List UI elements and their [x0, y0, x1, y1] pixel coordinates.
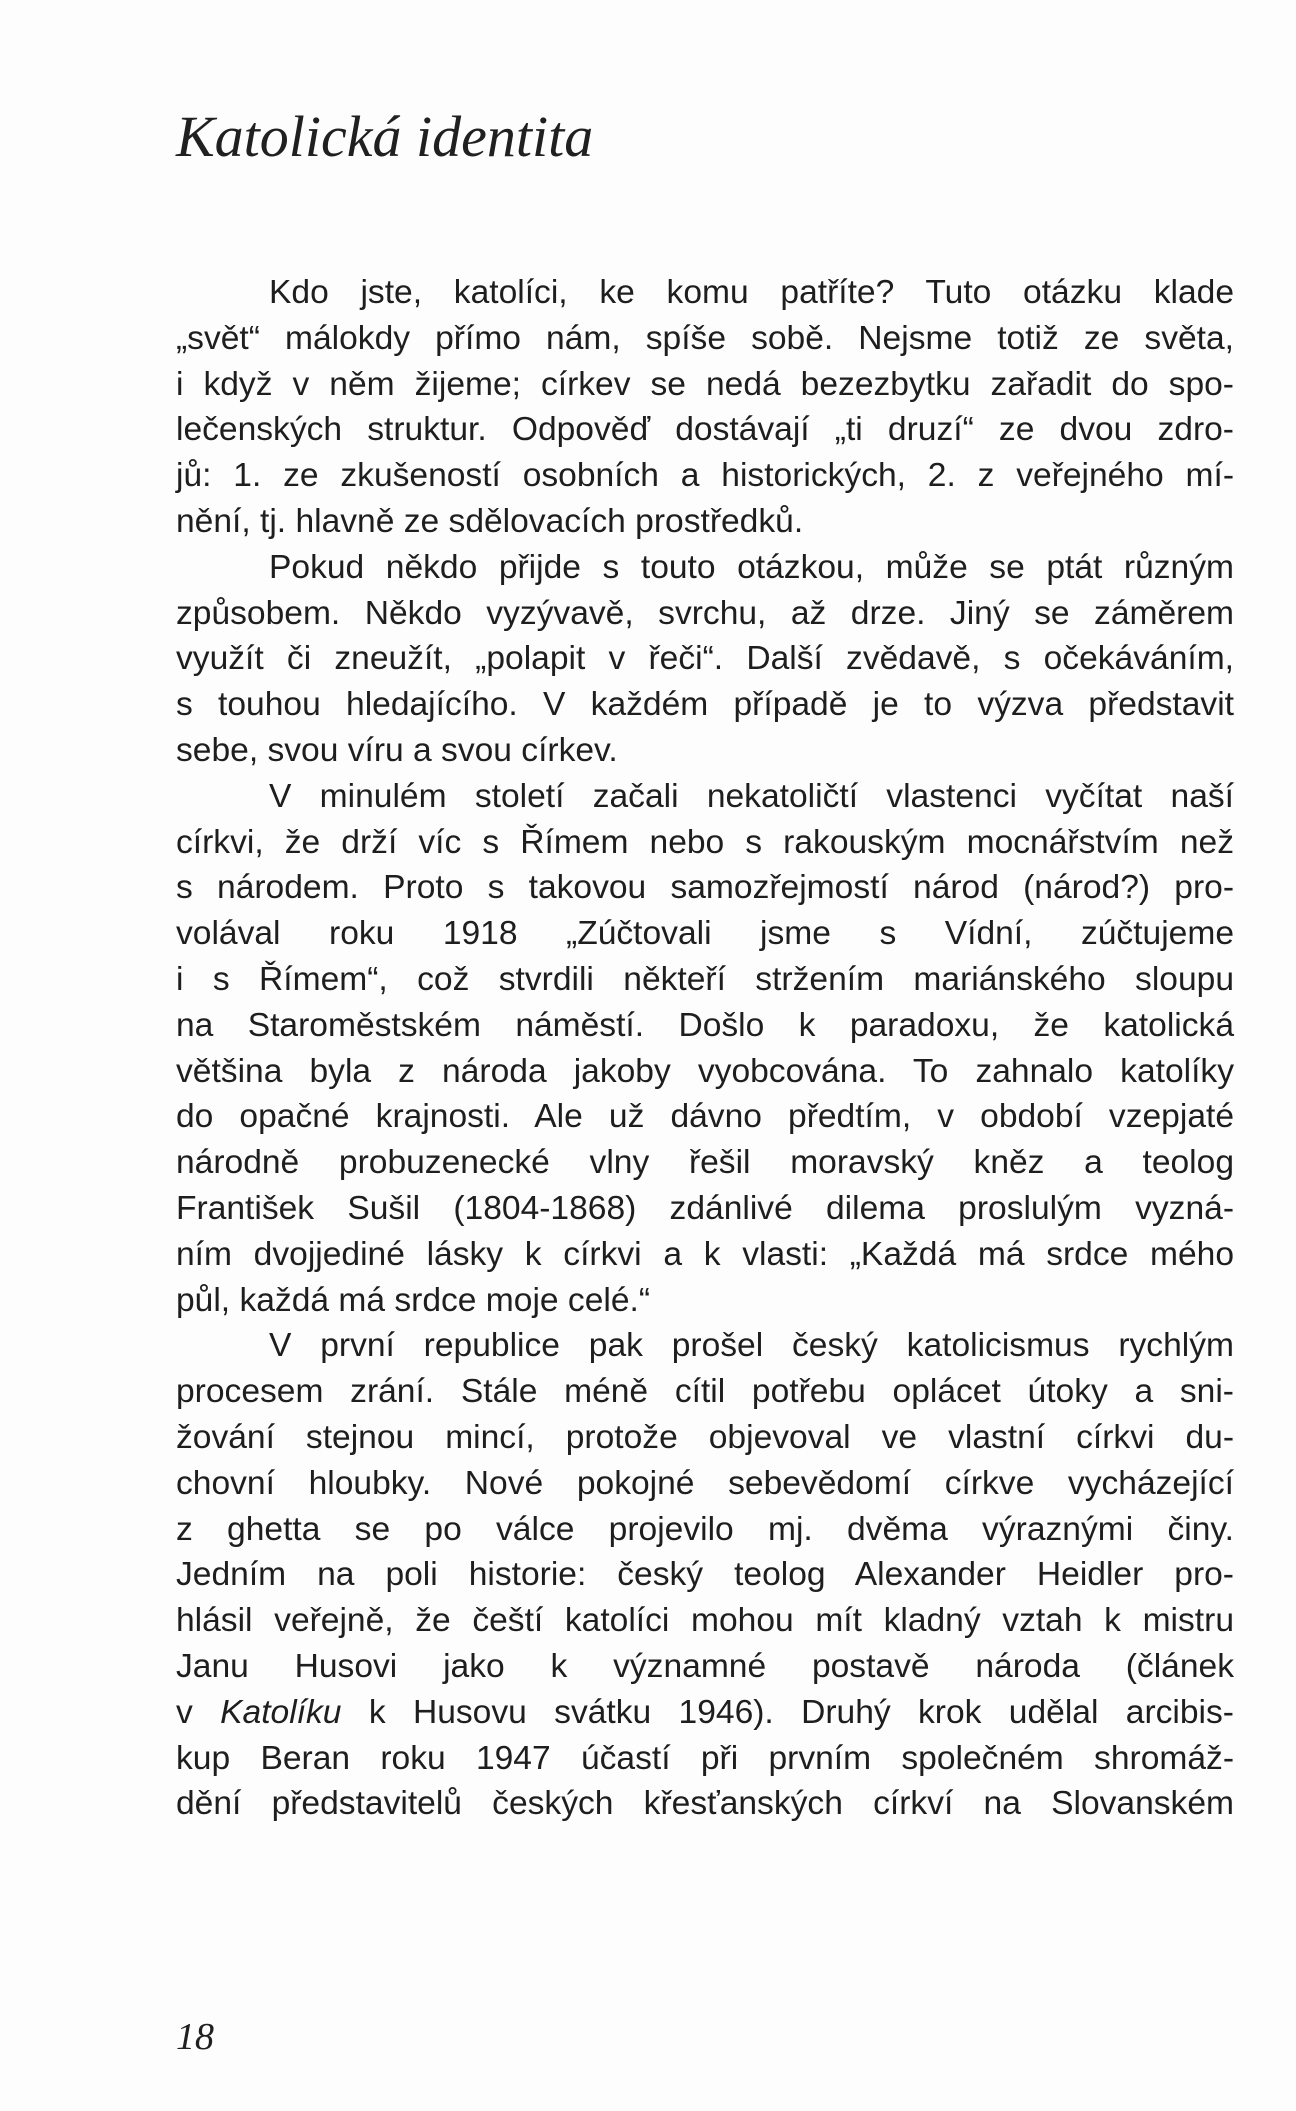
text-line: V první republice pak prošel český katolicismus rychlým: [269, 1327, 1234, 1365]
text-segment: k Husovu svátku 1946). Druhý krok udělal arcibis-: [341, 1693, 1234, 1731]
text-line: V minulém století začali nekatoličtí vlastenci vyčítat naší: [269, 777, 1234, 815]
text-line: na Staroměstském náměstí. Došlo k paradoxu, že katolická: [176, 1006, 1234, 1044]
text-line: s národem. Proto s takovou samozřejmostí národ (národ?) pro-: [176, 869, 1234, 907]
text-line: kup Beran roku 1947 účastí při prvním společném shromáž-: [176, 1739, 1234, 1777]
text-line: do opačné krajnosti. Ale už dávno předtím, v období vzepjaté: [176, 1098, 1234, 1136]
paragraph: [176, 774, 1234, 1324]
text-line: z ghetta se po válce projevilo mj. dvěma výraznými činy.: [176, 1510, 1234, 1548]
text-line: hlásil veřejně, že čeští katolíci mohou mít kladný vztah k mistru: [176, 1602, 1234, 1640]
text-line: využít či zneužít, „polapit v řeči“. Další zvědavě, s očekáváním,: [176, 640, 1234, 678]
text-line: s touhou hledajícího. V každém případě je to výzva představit: [176, 686, 1234, 724]
text-line: i když v něm žijeme; církev se nedá bezezbytku zařadit do spo-: [176, 365, 1234, 403]
text-line: sebe, svou víru a svou církev.: [176, 731, 618, 769]
text-line: i s Římem“, což stvrdili někteří stržením mariánského sloupu: [176, 960, 1234, 998]
text-line: Janu Husovi jako k významné postavě národa (článek: [176, 1647, 1234, 1685]
text-line: Kdo jste, katolíci, ke komu patříte? Tuto otázku klade: [269, 274, 1234, 311]
page-number: 18: [176, 2016, 214, 2058]
text-line: církvi, že drží víc s Římem nebo s rakouským mocnářstvím než: [176, 823, 1234, 861]
text-line: Pokud někdo přijde s touto otázkou, může se ptát různým: [269, 548, 1234, 586]
text-line: většina byla z národa jakoby vyobcována. To zahnalo katolíky: [176, 1052, 1234, 1090]
text-line: ním dvojjediné lásky k církvi a k vlasti: „Každá má srdce mého: [176, 1235, 1234, 1273]
text-line: národně probuzenecké vlny řešil moravský kněz a teolog: [176, 1144, 1234, 1182]
text-segment: v: [176, 1693, 221, 1731]
text-line: František Sušil (1804-1868) zdánlivé dilema proslulým vyzná-: [176, 1189, 1234, 1227]
text-line: chovní hloubky. Nové pokojné sebevědomí církve vycházející: [176, 1464, 1234, 1502]
text-line: „svět“ málokdy přímo nám, spíše sobě. Nejsme totiž ze světa,: [176, 319, 1234, 357]
text-line: volával roku 1918 „Zúčtovali jsme s Vídní, zúčtujeme: [176, 915, 1234, 953]
text-line: procesem zrání. Stále méně cítil potřebu oplácet útoky a sni-: [176, 1373, 1234, 1411]
text-line: lečenských struktur. Odpověď dostávají „ti druzí“ ze dvou zdro-: [176, 411, 1234, 449]
text-line: půl, každá má srdce moje celé.“: [176, 1281, 651, 1319]
text-line: žování stejnou mincí, protože objevoval ve vlastní církvi du-: [176, 1418, 1234, 1456]
body-text: [176, 270, 1234, 1827]
paragraph: [176, 545, 1234, 774]
periodical-title: Katolíku: [220, 1693, 342, 1731]
chapter-title: Katolická identita: [176, 104, 594, 169]
text-line: nění, tj. hlavně ze sdělovacích prostředků.: [176, 502, 804, 540]
paragraph: [176, 270, 1234, 545]
text-line: Jedním na poli historie: český teolog Alexander Heidler pro-: [176, 1556, 1234, 1594]
text-line: jů: 1. ze zkušeností osobních a historických, 2. z veřejného mí-: [176, 457, 1234, 495]
text-line-with-italic: [176, 1690, 1234, 1736]
text-line: způsobem. Někdo vyzývavě, svrchu, až drze. Jiný se záměrem: [176, 594, 1234, 632]
paragraph: [176, 1323, 1234, 1827]
text-line: dění představitelů českých křesťanských církví na Slovanském: [176, 1785, 1234, 1823]
